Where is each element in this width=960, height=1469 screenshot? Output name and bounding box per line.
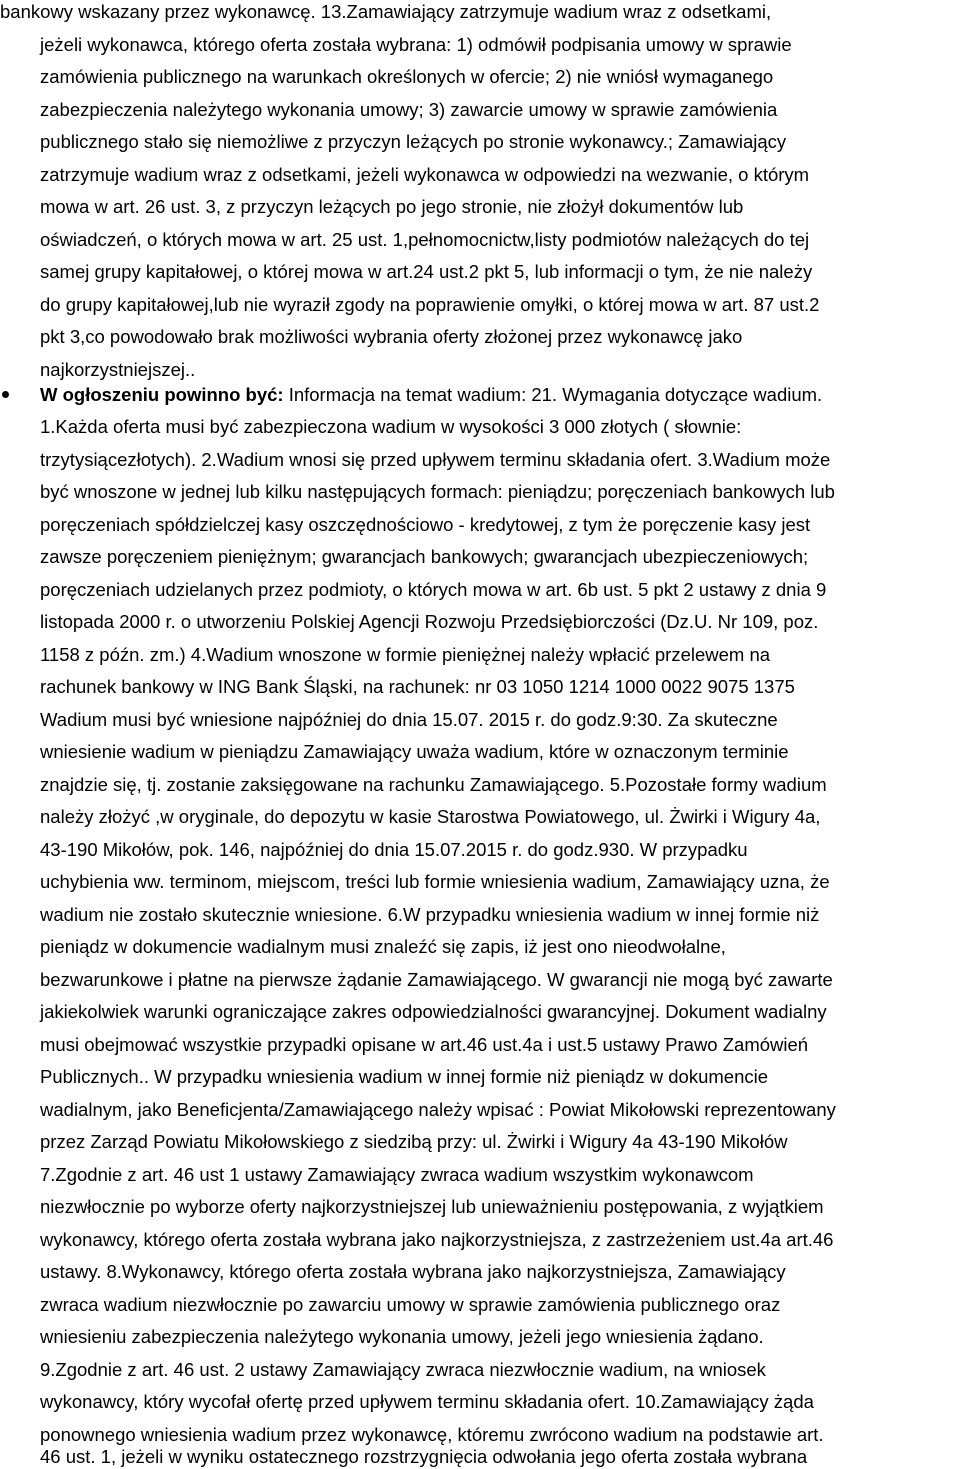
text-line: wykonawcy, który wycofał ofertę przed upływem terminu składania ofert. 10.Zamawiający żąda xyxy=(40,1391,814,1412)
text-line: pkt 3,co powodowało brak możliwości wybrania oferty złożonej przez wykonawcę jako xyxy=(40,326,743,347)
text-line: listopada 2000 r. o utworzeniu Polskiej Agencji Rozwoju Przedsiębiorczości (Dz.U. Nr 109, poz. xyxy=(40,611,819,632)
text-line: zwraca wadium niezwłocznie po zawarciu umowy w sprawie zamówienia publicznego oraz xyxy=(40,1294,781,1315)
text-line: wykonawcy, którego oferta została wybrana jako najkorzystniejsza, z zastrzeżeniem ust.4a art.46 xyxy=(40,1229,834,1250)
text-line: wniesieniu zabezpieczenia należytego wykonania umowy, jeżeli jego wniesienia żądano. xyxy=(40,1326,764,1347)
text-line: do grupy kapitałowej,lub nie wyraził zgody na poprawienie omyłki, o której mowa w art. 87 ust.2 xyxy=(40,294,820,315)
text-line: wniesienie wadium w pieniądzu Zamawiający uważa wadium, które w oznaczonym terminie xyxy=(40,741,789,762)
text-line: pieniądz w dokumencie wadialnym musi znaleźć się zapis, iż jest ono nieodwołalne, xyxy=(40,936,726,957)
text-line: mowa w art. 26 ust. 3, z przyczyn leżących po jego stronie, nie złożył dokumentów lub xyxy=(40,196,744,217)
text-line: 7.Zgodnie z art. 46 ust 1 ustawy Zamawiający zwraca wadium wszystkim wykonawcom xyxy=(40,1164,754,1185)
text-line: przez Zarząd Powiatu Mikołowskiego z siedzibą przy: ul. Żwirki i Wigury 4a 43-190 Mikołów xyxy=(40,1131,788,1152)
text-line: ustawy. 8.Wykonawcy, którego oferta została wybrana jako najkorzystniejsza, Zamawiający xyxy=(40,1261,786,1282)
bullet-lead-bold: W ogłoszeniu powinno być: xyxy=(40,384,284,405)
text-line: poręczeniach spółdzielczej kasy oszczędnościowo - kredytowej, z tym że poręczenie kasy jest xyxy=(40,514,811,535)
text-line: 9.Zgodnie z art. 46 ust. 2 ustawy Zamawiający zwraca niezwłocznie wadium, na wniosek xyxy=(40,1359,766,1380)
text-line: wadialnym, jako Beneficjenta/Zamawiającego należy wpisać : Powiat Mikołowski reprezentowany xyxy=(40,1099,836,1120)
text-line: bankowy wskazany przez wykonawcę. 13.Zamawiający zatrzymuje wadium wraz z odsetkami, xyxy=(0,1,772,22)
text-line: samej grupy kapitałowej, o której mowa w art.24 ust.2 pkt 5, lub informacji o tym, że nie należy xyxy=(40,261,813,282)
text-line: 1.Każda oferta musi być zabezpieczona wadium w wysokości 3 000 złotych ( słownie: xyxy=(40,416,742,437)
text-line: jeżeli wykonawca, którego oferta została wybrana: 1) odmówił podpisania umowy w sprawie xyxy=(40,34,792,55)
bullet-first-line xyxy=(40,384,822,406)
text-line: uchybienia ww. terminom, miejscom, treści lub formie wniesienia wadium, Zamawiający uzna, że xyxy=(40,871,830,892)
text-line: znajdzie się, tj. zostanie zaksięgowane na rachunku Zamawiającego. 5.Pozostałe formy wadium xyxy=(40,774,827,795)
text-line: jakiekolwiek warunki ograniczające zakres odpowiedzialności gwarancyjnej. Dokument wadialny xyxy=(40,1001,827,1022)
bullet-marker xyxy=(2,391,9,398)
text-line: rachunek bankowy w ING Bank Śląski, na rachunek: nr 03 1050 1214 1000 0022 9075 1375 xyxy=(40,676,795,697)
text-line: musi obejmować wszystkie przypadki opisane w art.46 ust.4a i ust.5 ustawy Prawo Zamówień xyxy=(40,1034,809,1055)
text-line: wadium nie zostało skutecznie wniesione. 6.W przypadku wniesienia wadium w innej formie niż xyxy=(40,904,820,925)
text-line: Publicznych.. W przypadku wniesienia wadium w innej formie niż pieniądz w dokumencie xyxy=(40,1066,769,1087)
text-line: niezwłocznie po wyborze oferty najkorzystniejszej lub unieważnieniu postępowania, z wyjątkiem xyxy=(40,1196,824,1217)
text-line: oświadczeń, o których mowa w art. 25 ust. 1,pełnomocnictw,listy podmiotów należących do tej xyxy=(40,229,810,250)
text-line: Wadium musi być wniesione najpóźniej do dnia 15.07. 2015 r. do godz.9:30. Za skuteczne xyxy=(40,709,778,730)
text-line: należy złożyć ,w oryginale, do depozytu w kasie Starostwa Powiatowego, ul. Żwirki i Wigury 4a, xyxy=(40,806,821,827)
text-line: 1158 z późn. zm.) 4.Wadium wnoszone w formie pieniężnej należy wpłacić przelewem na xyxy=(40,644,771,665)
text-line: trzytysiącezłotych). 2.Wadium wnosi się przed upływem terminu składania ofert. 3.Wadium może xyxy=(40,449,831,470)
text-line: bezwarunkowe i płatne na pierwsze żądanie Zamawiającego. W gwarancji nie mogą być zawarte xyxy=(40,969,833,990)
text-line: zatrzymuje wadium wraz z odsetkami, jeżeli wykonawca w odpowiedzi na wezwanie, o którym xyxy=(40,164,810,185)
text-line: 46 ust. 1, jeżeli w wyniku ostatecznego rozstrzygnięcia odwołania jego oferta została wybrana xyxy=(40,1446,808,1467)
text-line: zamówienia publicznego na warunkach określonych w ofercie; 2) nie wniósł wymaganego xyxy=(40,66,774,87)
text-line: ponownego wniesienia wadium przez wykonawcę, któremu zwrócono wadium na podstawie art. xyxy=(40,1424,824,1445)
text-line: najkorzystniejszej.. xyxy=(40,359,196,380)
text-line: zawsze poręczeniem pieniężnym; gwarancjach bankowych; gwarancjach ubezpieczeniowych; xyxy=(40,546,809,567)
text-line: być wnoszone w jednej lub kilku następujących formach: pieniądzu; poręczeniach bankowych lub xyxy=(40,481,835,502)
text-line: poręczeniach udzielanych przez podmioty, o których mowa w art. 6b ust. 5 pkt 2 ustawy z dnia 9 xyxy=(40,579,827,600)
text-line: publicznego stało się niemożliwe z przyczyn leżących po stronie wykonawcy.; Zamawiający xyxy=(40,131,787,152)
text-line: 43-190 Mikołów, pok. 146, najpóźniej do dnia 15.07.2015 r. do godz.930. W przypadku xyxy=(40,839,748,860)
text-line: zabezpieczenia należytego wykonania umowy; 3) zawarcie umowy w sprawie zamówienia xyxy=(40,99,778,120)
bullet-lead-rest: Informacja na temat wadium: 21. Wymagania dotyczące wadium. xyxy=(283,384,823,405)
